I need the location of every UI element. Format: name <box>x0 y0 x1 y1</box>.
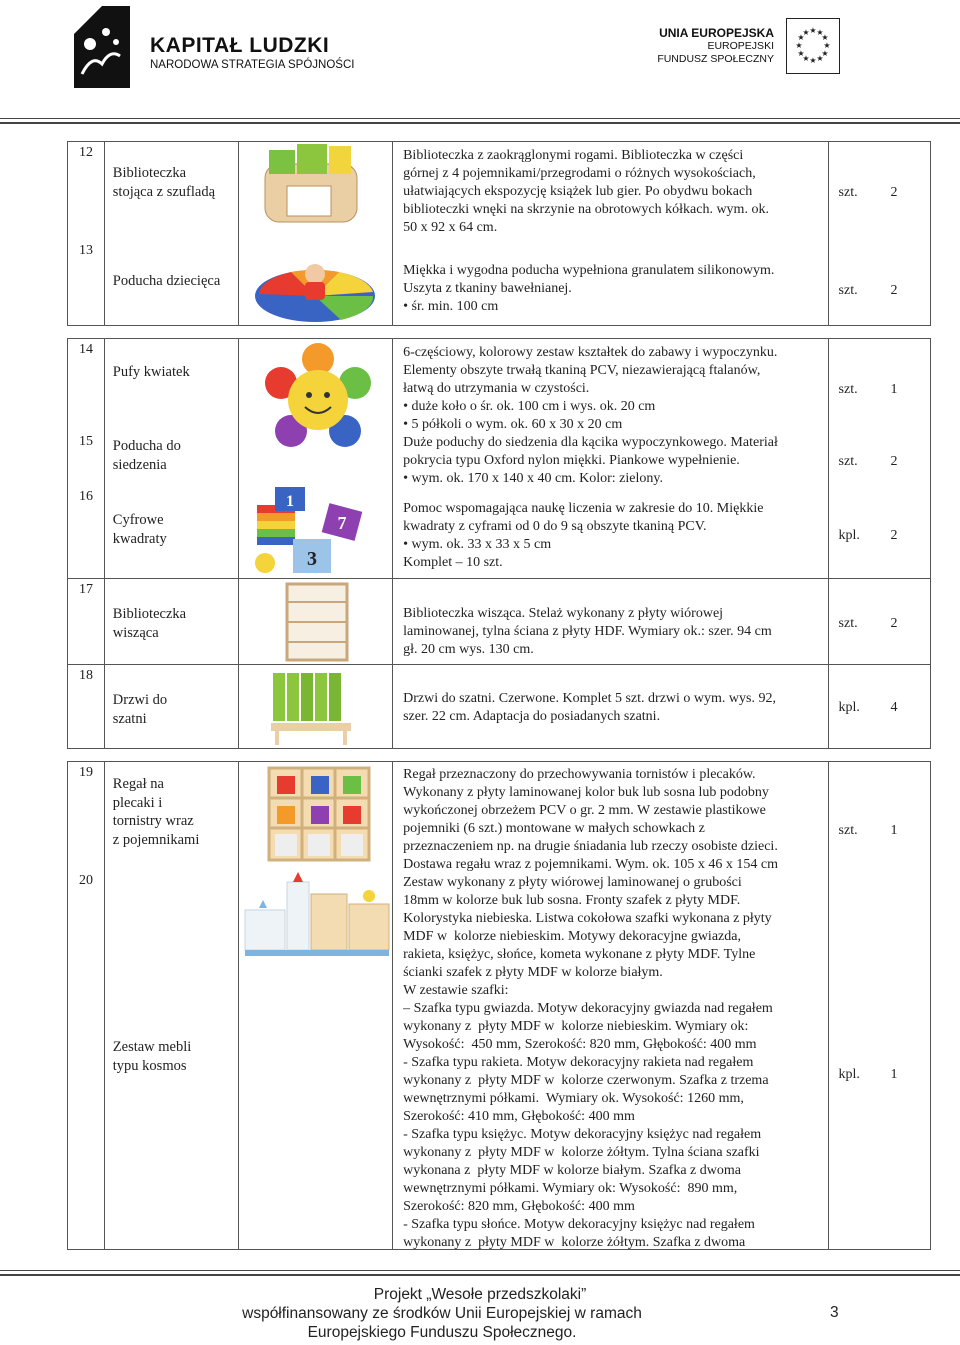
item-description <box>403 434 827 488</box>
description-line: wykonany z płyty MDF w kolorze niebieskim. Wymiary ok: <box>403 1019 749 1034</box>
footer-line2: współfinansowany ze środków Unii Europejskiej w ramach <box>242 1305 642 1322</box>
description-line: Pomoc wspomagająca naukę liczenia w zakresie do 10. Miękkie <box>403 501 764 516</box>
cushion-image <box>251 244 379 324</box>
hanging-bookcase-image <box>285 582 349 662</box>
eu-logo-text <box>650 27 774 66</box>
number-squares-image <box>249 487 379 577</box>
description-line: wykonany z płyty MDF w kolorze czerwonym. Szafka z trzema <box>403 1073 769 1088</box>
qty: 4 <box>890 700 898 715</box>
footer-line1: Projekt „Wesołe przedszkolaki” <box>373 1286 587 1303</box>
unit: szt. <box>838 454 858 469</box>
unit: szt. <box>838 823 858 838</box>
svg-text:★: ★ <box>816 28 824 37</box>
description-line: - Szafka typu rakieta. Motyw dekoracyjny rakieta nad regałem <box>403 1055 754 1070</box>
row-number: 13 <box>79 243 93 258</box>
name-cell <box>104 142 238 326</box>
item-name: Zestaw mebli typu kosmos <box>112 1039 192 1074</box>
desc-cell <box>393 142 828 326</box>
item-description <box>403 147 827 237</box>
image-cell <box>239 142 393 326</box>
unit: szt. <box>838 185 858 200</box>
svg-text:★: ★ <box>809 26 817 35</box>
row-number: 15 <box>79 434 93 449</box>
qty: 2 <box>890 616 898 631</box>
description-line: Kolorystyka niebieska. Listwa cokołowa szafki wykonana z płyty <box>403 911 772 926</box>
unit-cell <box>828 142 930 326</box>
description-line: ułatwiających ekspozycję książek lub gier. Po obydwu bokach <box>403 184 753 199</box>
description-line: biblioteczki wnęki na skrzynie na obrotowych kółkach. wym. ok. <box>403 202 769 217</box>
description-line: Elementy obszyte trwałą tkaniną PCV, niezawierającą ftalanów, <box>403 363 761 378</box>
description-line: Szerokość: 410 mm, Głębokość: 400 mm <box>403 1109 635 1124</box>
unit: kpl. <box>838 528 860 543</box>
description-line: Uszyta z tkaniny bawełnianej. <box>403 281 572 296</box>
svg-text:7: 7 <box>337 513 347 533</box>
description-line: pojemniki (6 szt.) montowane w małych schowkach z <box>403 821 705 836</box>
qty: 2 <box>890 283 898 298</box>
flower-pouf-image <box>259 341 377 459</box>
kapital-ludzki-title: KAPITAŁ LUDZKI <box>150 34 330 57</box>
description-line: Szerokość: 820 mm, Głębokość: 400 mm <box>403 1199 635 1214</box>
qty: 2 <box>890 528 898 543</box>
row-number: 12 <box>79 145 93 160</box>
description-line: ścianki szafek z płyty MDF w kolorze białym. <box>403 965 663 980</box>
description-line: Drzwi do szatni. Czerwone. Komplet 5 szt. drzwi o wym. wys. 92, <box>403 691 776 706</box>
description-line: • śr. min. 100 cm <box>403 299 499 314</box>
item-name: Regał na plecaki i tornistry wraz z pojemnikami <box>112 776 200 848</box>
svg-text:1: 1 <box>286 493 294 510</box>
table-row <box>68 339 931 579</box>
table-row <box>68 665 931 749</box>
table-row <box>68 142 931 326</box>
items-table <box>67 141 931 1250</box>
description-line: Zestaw wykonany z płyty wiórowej laminowanej o grubości <box>403 875 742 890</box>
eu-line2: EUROPEJSKI <box>707 40 774 52</box>
description-line: Dostawa regału wraz z pojemnikami. Wym. ok. 105 x 46 x 154 cm <box>403 857 778 872</box>
description-line: • 5 półkoli o wym. ok. 60 x 30 x 20 cm <box>403 417 623 432</box>
description-line: Wysokość: 450 mm, Szerokość: 820 mm, Głębokość: 400 mm <box>403 1037 757 1052</box>
table-row <box>68 579 931 665</box>
row-number: 18 <box>79 668 93 683</box>
description-line: górnej z 4 pojemnikami/przegrodami o różnych wysokościach, <box>403 166 756 181</box>
description-line: wykonany z płyty MDF w kolorze żółtym. Tylna ściana szafki <box>403 1145 760 1160</box>
eu-line1: UNIA EUROPEJSKA <box>659 26 774 40</box>
item-description <box>403 262 827 316</box>
svg-text:★: ★ <box>823 41 831 50</box>
description-line: - Szafka typu słońce. Motyw dekoracyjny księżyc nad regałem <box>403 1217 755 1232</box>
description-line: • duże koło o śr. ok. 100 cm i wys. ok. 20 cm <box>403 399 656 414</box>
space-furniture-set-image <box>243 872 391 960</box>
svg-text:★: ★ <box>797 33 805 42</box>
backpack-shelf-image <box>267 766 371 862</box>
item-description <box>403 605 827 659</box>
description-line: kwadraty z cyframi od 0 do 9 są obszyte tkaniną PCV. <box>403 519 707 534</box>
description-line: rakieta, księżyc, słońce, kometa wykonane z płyty MDF. Tylne <box>403 947 756 962</box>
description-line: – Szafka typu gwiazda. Motyw dekoracyjny gwiazda nad regałem <box>403 1001 773 1016</box>
description-line: Miękka i wygodna poducha wypełniona granulatem silikonowym. <box>403 263 775 278</box>
qty: 2 <box>890 185 898 200</box>
description-line: 50 x 92 x 64 cm. <box>403 220 498 235</box>
qty: 1 <box>890 823 898 838</box>
item-description <box>403 874 827 1252</box>
item-name: Drzwi do szatni <box>112 692 168 727</box>
unit: szt. <box>838 382 858 397</box>
item-name: Pufy kwiatek <box>112 364 190 380</box>
description-line: wykonana z płyty MDF w kolorze białym. Szafka z dwoma <box>403 1163 741 1178</box>
description-line: przeznaczeniem np. na drugie śniadania lub rzeczy osobiste dzieci. <box>403 839 778 854</box>
page-number: 3 <box>830 1304 839 1321</box>
description-line: 6-częściowy, kolorowy zestaw kształtek do zabawy i wypoczynku. <box>403 345 778 360</box>
row-number: 17 <box>79 582 93 597</box>
description-line: łatwą do utrzymania w czystości. <box>403 381 590 396</box>
unit: szt. <box>838 616 858 631</box>
svg-text:★: ★ <box>802 54 810 63</box>
description-line: pokrycia typu Oxford nylon miękki. Piankowe wypełnienie. <box>403 453 740 468</box>
description-line: 18mm w kolorze buk lub sosna. Fronty szafek z płyty MDF. <box>403 893 741 908</box>
description-line: szer. 22 cm. Adaptacja do posiadanych szatni. <box>403 709 661 724</box>
unit: szt. <box>838 283 858 298</box>
qty: 2 <box>890 454 898 469</box>
nr-cell <box>68 142 105 326</box>
svg-text:★: ★ <box>797 49 805 58</box>
description-line: Biblioteczka wisząca. Stelaż wykonany z płyty wiórowej <box>403 606 724 621</box>
description-line: Wykonany z płyty laminowanej kolor buk lub sosna lub podobny <box>403 785 769 800</box>
item-name: Cyfrowe kwadraty <box>112 512 167 547</box>
svg-text:★: ★ <box>821 33 829 42</box>
description-line: • wym. ok. 170 x 140 x 40 cm. Kolor: zielony. <box>403 471 663 486</box>
svg-text:★: ★ <box>809 56 817 65</box>
kapital-ludzki-logo-icon <box>72 4 132 90</box>
description-line: Regał przeznaczony do przechowywania tornistów i plecaków. <box>403 767 756 782</box>
svg-text:★: ★ <box>816 54 824 63</box>
row-number: 14 <box>79 342 93 357</box>
unit: kpl. <box>838 1067 860 1082</box>
item-description <box>403 500 827 572</box>
svg-text:★: ★ <box>802 28 810 37</box>
description-line: W zestawie szafki: <box>403 983 509 998</box>
svg-text:★: ★ <box>795 41 803 50</box>
item-name: Poducha dziecięca <box>112 273 221 289</box>
description-line: laminowanej, tylna ściana z płyty HDF. Wymiary ok.: szer. 94 cm <box>403 624 772 639</box>
kapital-ludzki-subtitle: NARODOWA STRATEGIA SPÓJNOŚCI <box>150 59 355 71</box>
table-row <box>68 762 931 1250</box>
row-number: 19 <box>79 765 93 780</box>
item-name: Poducha do siedzenia <box>112 438 181 473</box>
item-description <box>403 766 827 874</box>
row-number: 20 <box>79 873 93 888</box>
description-line: wewnętrznymi półkami. Wymiary ok: Wysokość: 890 mm, <box>403 1181 738 1196</box>
description-line: gł. 20 cm wys. 130 cm. <box>403 642 534 657</box>
wardrobe-doors-image <box>269 671 353 747</box>
svg-text:3: 3 <box>307 548 317 570</box>
description-line: wewnętrznymi półkami. Wymiary ok. Wysokość: 1260 mm, <box>403 1091 744 1106</box>
item-description <box>403 344 827 434</box>
description-line: MDF w kolorze niebieskim. Motywy dekoracyjne gwiazda, <box>403 929 741 944</box>
row-number: 16 <box>79 489 93 504</box>
description-line: • wym. ok. 33 x 33 x 5 cm <box>403 537 552 552</box>
qty: 1 <box>890 382 898 397</box>
description-line: Biblioteczka z zaokrąglonymi rogami. Biblioteczka w części <box>403 148 744 163</box>
svg-text:★: ★ <box>821 49 829 58</box>
item-name: Biblioteczka wisząca <box>112 606 187 641</box>
description-line: Duże poduchy do siedzenia dla kącika wypoczynkowego. Materiał <box>403 435 778 450</box>
description-line: - Szafka typu księżyc. Motyw dekoracyjny księżyc nad regałem <box>403 1127 762 1142</box>
description-line: Komplet – 10 szt. <box>403 555 503 570</box>
item-name: Biblioteczka stojąca z szufladą <box>112 165 216 200</box>
qty: 1 <box>890 1067 898 1082</box>
footer-line3: Europejskiego Funduszu Społecznego. <box>307 1324 577 1341</box>
bookcase-image <box>257 142 367 234</box>
page-header <box>0 0 960 110</box>
item-description <box>403 690 827 726</box>
eu-flag-icon <box>786 18 840 74</box>
unit: kpl. <box>838 700 860 715</box>
eu-line3: FUNDUSZ SPOŁECZNY <box>657 53 774 65</box>
description-line: wykończonej obrzeżem PCV o gr. 2 mm. W zestawie plastikowe <box>403 803 766 818</box>
description-line: wykonany z płyty MDF w kolorze żółtym. Szafka z dwoma <box>403 1235 746 1250</box>
